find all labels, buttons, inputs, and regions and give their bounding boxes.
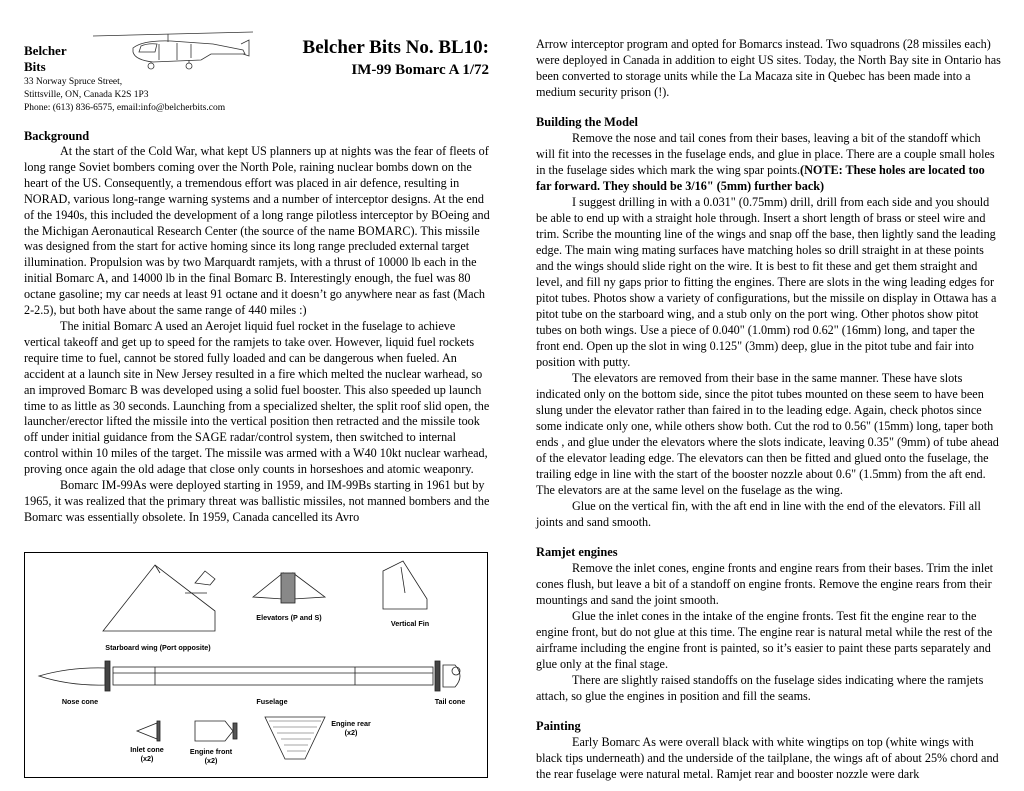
building-paragraph-1-text: Remove the nose and tail cones from their bases, leaving a bit of the standoff which will fit into the recesses in the fuselage ends, and glue in place. There are a couple small holes in the fuselage sides which mark the wing spar points. <box>536 131 995 177</box>
label-engine-front-name: Engine front <box>189 747 233 756</box>
ramjet-heading: Ramjet engines <box>536 545 618 559</box>
building-paragraph-1 <box>536 130 1001 194</box>
wing-shape <box>103 565 215 631</box>
label-engine-rear <box>321 719 381 737</box>
label-engine-front-qty: (x2) <box>204 756 218 765</box>
background-paragraph-2: The initial Bomarc A used an Aerojet liquid fuel rocket in the fuselage to achieve vertical takeoff and get up to speed for the ramjets to take over. However, liquid fuel rockets require time to fuel, cannot be stored fully loaded and can be dangerous when fueled. An accident at a launch site in New Jersey resulted in a fire which melted the nuclear warhead, so an improved Bomarc B was developed using a solid fuel booster. This also speeded up launch time to as little as 30 seconds. Launching from a specialized shelter, the split roof slid open, the launcher/erector lifted the missile into the vertical position then retracted and the missile took off under initial guidance from the SAGE radar/control system, then switched to internal control within 10 miles of the target. The missile was armed with a W40 10kt nuclear warhead, proving once again the old adage that close only counts in horseshoes and atomic weaponry. <box>24 318 490 477</box>
label-nose-cone: Nose cone <box>61 697 99 706</box>
fin-shape <box>383 561 427 609</box>
company-name-line1: Belcher <box>24 43 67 58</box>
engine-rear-shape <box>265 717 325 759</box>
building-paragraph-2: I suggest drilling in with a 0.031" (0.75mm) drill, drill from each side and you should be able to end up with a straight hole through. Insert a short length of brass or steel wire and trim. Scribe the mounting line of the wings and snap off the base, then lightly sand the leading edge. The main wing mating surfaces have matching holes so drill straight in at these points and the wings should slide right on the wire. It is best to fit these and get them straight and level, and fill ny gaps prior to fitting the engines. There are slots in the wing leading edges for pitot tubes. Photos show a variety of configurations, but the missile on display in Ottawa has a pitot tube on the starboard wing, and a stub only on the port wing. Other photos show pitot tubes on both wings. Use a piece of 0.040" (1.0mm) rod 0.62" (16mm) long, and taper the front end. Open up the slot in wing 0.125" (3mm) deep, glue in the pitot tube and fair into position with putty. <box>536 195 997 369</box>
label-engine-rear-name: Engine rear <box>331 719 371 728</box>
elevator-right-shape <box>293 573 325 599</box>
label-starboard-wing: Starboard wing (Port opposite) <box>105 643 211 652</box>
left-column <box>24 128 490 526</box>
ramjet-paragraph-3: There are slightly raised standoffs on the fuselage sides indicating where the ramjets attach, so glue the engines in position and fill the seams. <box>536 673 984 703</box>
ramjet-paragraph-2: Glue the inlet cones in the intake of the engine fronts. Test fit the engine rear to the engine front, but do not glue at this time. The engine rear is natural metal while the rest of the airframe including the engine front is painted, so it’s easier to paint these parts separately and glue only at the final stage. <box>536 609 993 671</box>
building-paragraph-3: The elevators are removed from their base in the same manner. These have slots indicated only on the bottom side, since the pitot tubes mounted on these seem to have been slung under the elevator rather than faired in to the leading edge. Again, check photos since some indicate only one, while others show both. Cut the rod to 0.56" (15mm) long, taper both ends , and glue under the elevators where the slots indicate, leaving 0.35" (9mm) of tube ahead of the elevator leading edge. The elevators can then be fitted and glued onto the fuselage, the trailing edge in line with the start of the booster nozzle about 0.6" (1.5mm) from the aft end. The elevators are at the same level on the fuselage as the wing. <box>536 371 999 497</box>
subtitle-line: IM-99 Bomarc A 1/72 <box>351 62 489 78</box>
ramjet-paragraph-1: Remove the inlet cones, engine fronts and engine rears from their bases. Trim the inlet cones flush, but leave a bit of a standoff on engine fronts. Remove the engine rears from their mountings and sand the joint smooth. <box>536 561 994 607</box>
building-note: (NOTE: These holes are located too far forward. They should be 3/16" (5mm) further back) <box>536 163 985 193</box>
fuselage-shape <box>113 667 433 685</box>
label-inlet-cone-qty: (x2) <box>140 754 154 763</box>
parts-diagram <box>24 552 488 778</box>
background-heading: Background <box>24 129 90 143</box>
label-tail-cone: Tail cone <box>434 697 466 706</box>
document-title <box>303 36 489 80</box>
label-elevators: Elevators (P and S) <box>256 613 322 622</box>
label-vertical-fin: Vertical Fin <box>390 619 430 628</box>
engine-front-shape <box>195 721 233 741</box>
parts-diagram-drawing <box>25 553 486 776</box>
building-paragraph-4: Glue on the vertical fin, with the aft end in line with the end of the elevators. Fill all joints and sand smooth. <box>536 499 981 529</box>
company-name-line2: Bits <box>24 59 46 74</box>
address-line1: 33 Norway Spruce Street, <box>24 77 123 87</box>
title-line: Belcher Bits No. BL10: <box>302 37 489 58</box>
label-engine-rear-qty: (x2) <box>344 728 358 737</box>
inlet-cone-shape <box>137 723 157 739</box>
building-heading: Building the Model <box>536 115 638 129</box>
background-paragraph-3-continued: Arrow interceptor program and opted for Bomarcs instead. Two squadrons (28 missiles each) were deployed in Canada in addition to eight US sites. Today, the North Bay site in Ontario has been converted to storage units while the La Macaza site in Quebec has been made into a medium security prison (!). <box>536 37 1001 99</box>
tail-cone-shape <box>443 665 460 687</box>
nose-cone-shape <box>39 668 105 685</box>
label-inlet-cone <box>121 745 173 763</box>
elevator-left-shape <box>253 573 283 599</box>
background-paragraph-3: Bomarc IM-99As were deployed starting in 1959, and IM-99Bs starting in 1961 but by 1965, it was realized that the primary threat was ballistic missiles, not manned bombers and the Bomarc was essentially obsolete. In 1959, Canada cancelled its Avro <box>24 478 490 524</box>
painting-paragraph-1: Early Bomarc As were overall black with white wingtips on top (white wings with black tips underneath) and the underside of the tailplane, the wings aft of about 25% chord and the rear fuselage were natural metal. Ramjet rear and booster nozzle were dark <box>536 735 999 781</box>
label-fuselage: Fuselage <box>256 697 288 706</box>
company-name <box>24 43 67 75</box>
right-column <box>536 36 1001 782</box>
phone-line: Phone: (613) 836-6575, email:info@belcherbits.com <box>24 102 226 113</box>
background-paragraph-1: At the start of the Cold War, what kept US planners up at nights was the fear of fleets of long range Soviet bombers coming over the North Pole, raining nuclear bombs down on the heart of the US. Consequently, a tremendous effort was placed in air defence, resulting in NORAD, various long-range warning systems and a number of interceptor designs. At the end of the 1940s, this included the development of a long range pilotless interceptor by BOeing and the Michigan Aeronautical Research Center (the source of the name BOMARC). This missile was designed from the start for active homing since its long range precluded external target illumination. Propulsion was by two Marquardt ramjets, with a thrust of 10000 lb each in the initial Bomarc A, and 14000 lb in the final Bomarc B. Interestingly enough, the fuel was 80 octane gasoline; my car needs at least 91 octane and it doesn’t go anywhere near as fast (Mach 2-2.5), but both have about the same range of 440 miles :) <box>24 144 490 318</box>
address-line2: Stittsville, ON, Canada K2S 1P3 <box>24 89 149 100</box>
label-inlet-cone-name: Inlet cone <box>130 745 164 754</box>
address-block <box>24 76 225 114</box>
label-engine-front <box>181 747 241 765</box>
helicopter-logo <box>93 30 253 72</box>
painting-heading: Painting <box>536 719 581 733</box>
